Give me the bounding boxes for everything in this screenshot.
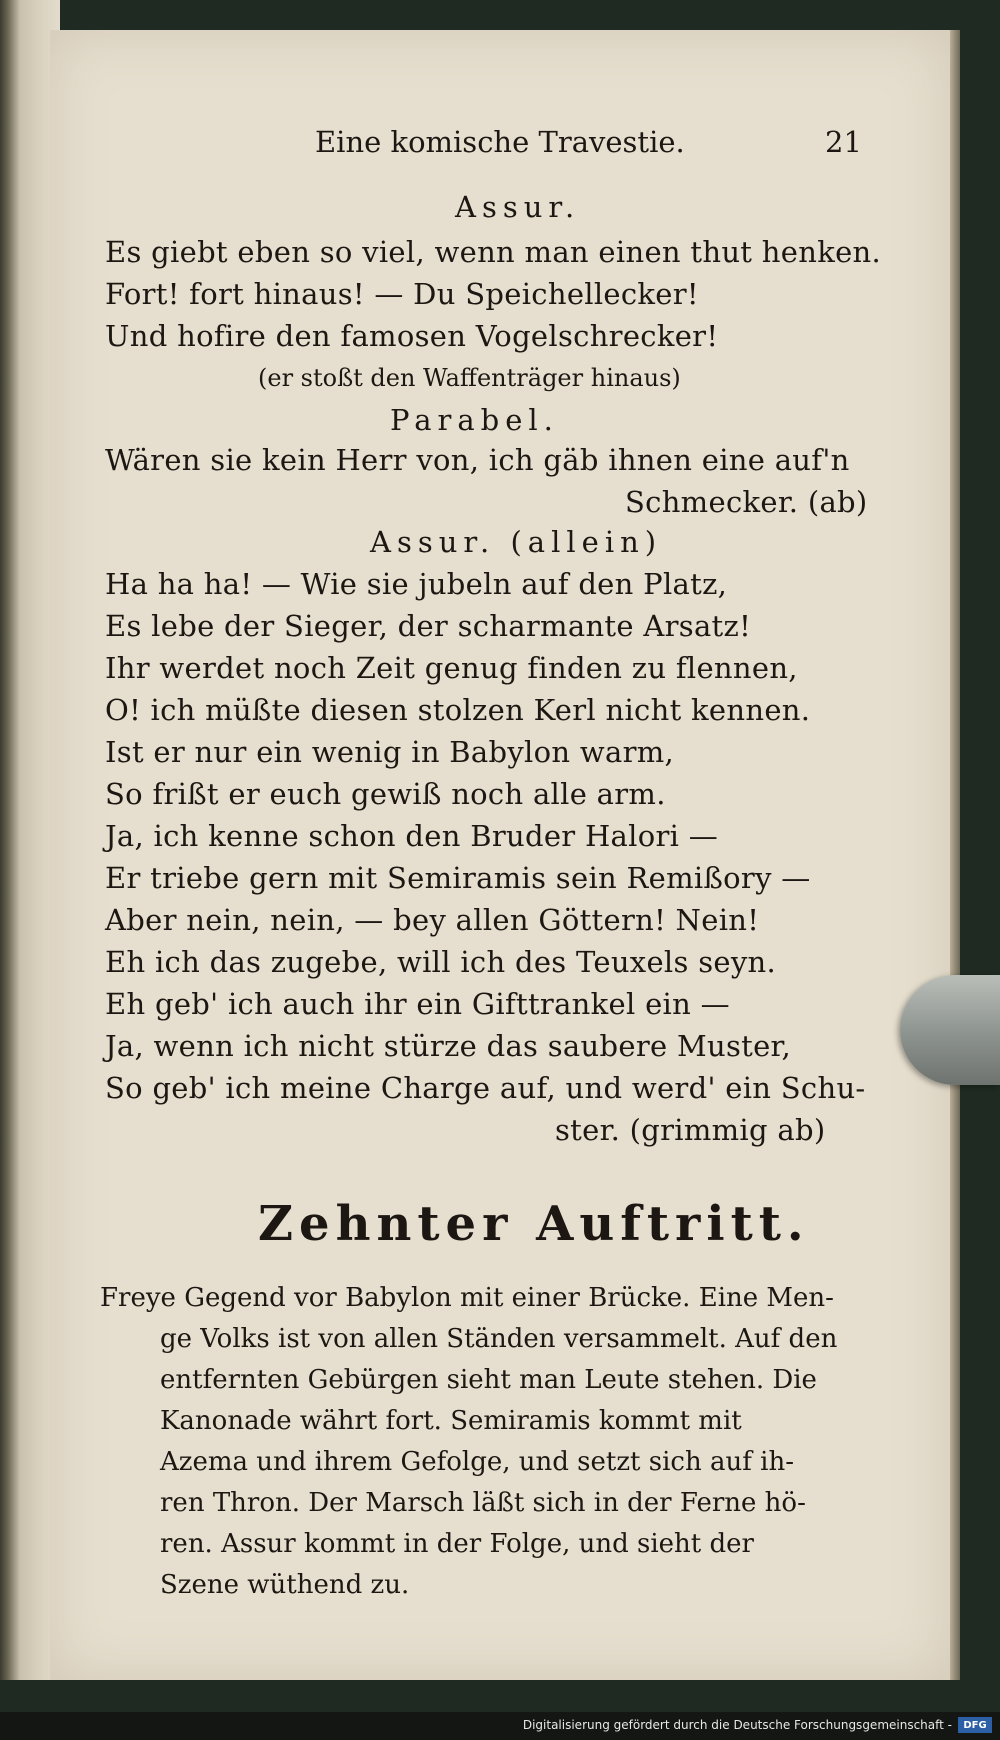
footer-bar (0, 1712, 1000, 1740)
verse-line: Aber nein, nein, — bey allen Göttern! Nein! (105, 903, 760, 937)
verse-line: Er triebe gern mit Semiramis sein Remißory — (105, 861, 811, 895)
scene-heading: Zehnter Auftritt. (258, 1196, 810, 1252)
speaker-name: Assur. (allein) (370, 525, 663, 559)
verse-line: Ist er nur ein wenig in Babylon warm, (105, 735, 675, 769)
verse-line: ster. (grimmig ab) (555, 1113, 826, 1147)
footer-credit: Digitalisierung gefördert durch die Deutsche Forschungsgemeinschaft - (522, 1718, 952, 1732)
verse-line: O! ich müßte diesen stolzen Kerl nicht kennen. (105, 693, 811, 727)
verse-line: So frißt er euch gewiß noch alle arm. (105, 777, 666, 811)
verse-line: Wären sie kein Herr von, ich gäb ihnen eine auf'n (105, 443, 850, 477)
speaker-name: Assur. (455, 190, 581, 224)
verse-line: Eh ich das zugebe, will ich des Teuxels seyn. (105, 945, 777, 979)
verse-line: Es lebe der Sieger, der scharmante Arsatz! (105, 609, 752, 643)
stage-direction-line: ge Volks ist von allen Ständen versammelt. Auf den (160, 1324, 838, 1354)
stage-direction-line: ren Thron. Der Marsch läßt sich in der Ferne hö- (160, 1488, 806, 1518)
verse-line: Ja, ich kenne schon den Bruder Halori — (105, 819, 719, 853)
stage-direction-line: ren. Assur kommt in der Folge, und sieht der (160, 1529, 754, 1559)
stage-direction-line: Kanonade währt fort. Semiramis kommt mit (160, 1406, 742, 1436)
stage-direction-line: entfernten Gebürgen sieht man Leute stehen. Die (160, 1365, 817, 1395)
verse-line: Ihr werdet noch Zeit genug finden zu flennen, (105, 651, 798, 685)
verse-line: Ja, wenn ich nicht stürze das saubere Muster, (105, 1029, 792, 1063)
page-edge (950, 30, 960, 1680)
verse-line: So geb' ich meine Charge auf, und werd' ein Schu- (105, 1071, 866, 1105)
stage-direction-line: Azema und ihrem Gefolge, und setzt sich auf ih- (160, 1447, 794, 1477)
verse-line: Eh geb' ich auch ihr ein Gifttrankel ein — (105, 987, 730, 1021)
stage-note: (er stoßt den Waffenträger hinaus) (258, 364, 681, 392)
page-clip (900, 975, 1000, 1085)
verse-line: Ha ha ha! — Wie sie jubeln auf den Platz, (105, 567, 728, 601)
speaker-name: Parabel. (390, 403, 559, 437)
running-title: Eine komische Travestie. (315, 125, 685, 159)
verse-line: Es giebt eben so viel, wenn man einen thut henken. (105, 235, 882, 269)
verse-line: Fort! fort hinaus! — Du Speichellecker! (105, 277, 699, 311)
stage-direction-line: Szene wüthend zu. (160, 1570, 410, 1600)
verse-line: Und hofire den famosen Vogelschrecker! (105, 319, 719, 353)
dfg-logo: DFG (958, 1717, 992, 1733)
stage-direction-line: Freye Gegend vor Babylon mit einer Brücke. Eine Men- (100, 1283, 834, 1313)
page-number: 21 (825, 125, 862, 159)
verse-line: Schmecker. (ab) (625, 485, 868, 519)
